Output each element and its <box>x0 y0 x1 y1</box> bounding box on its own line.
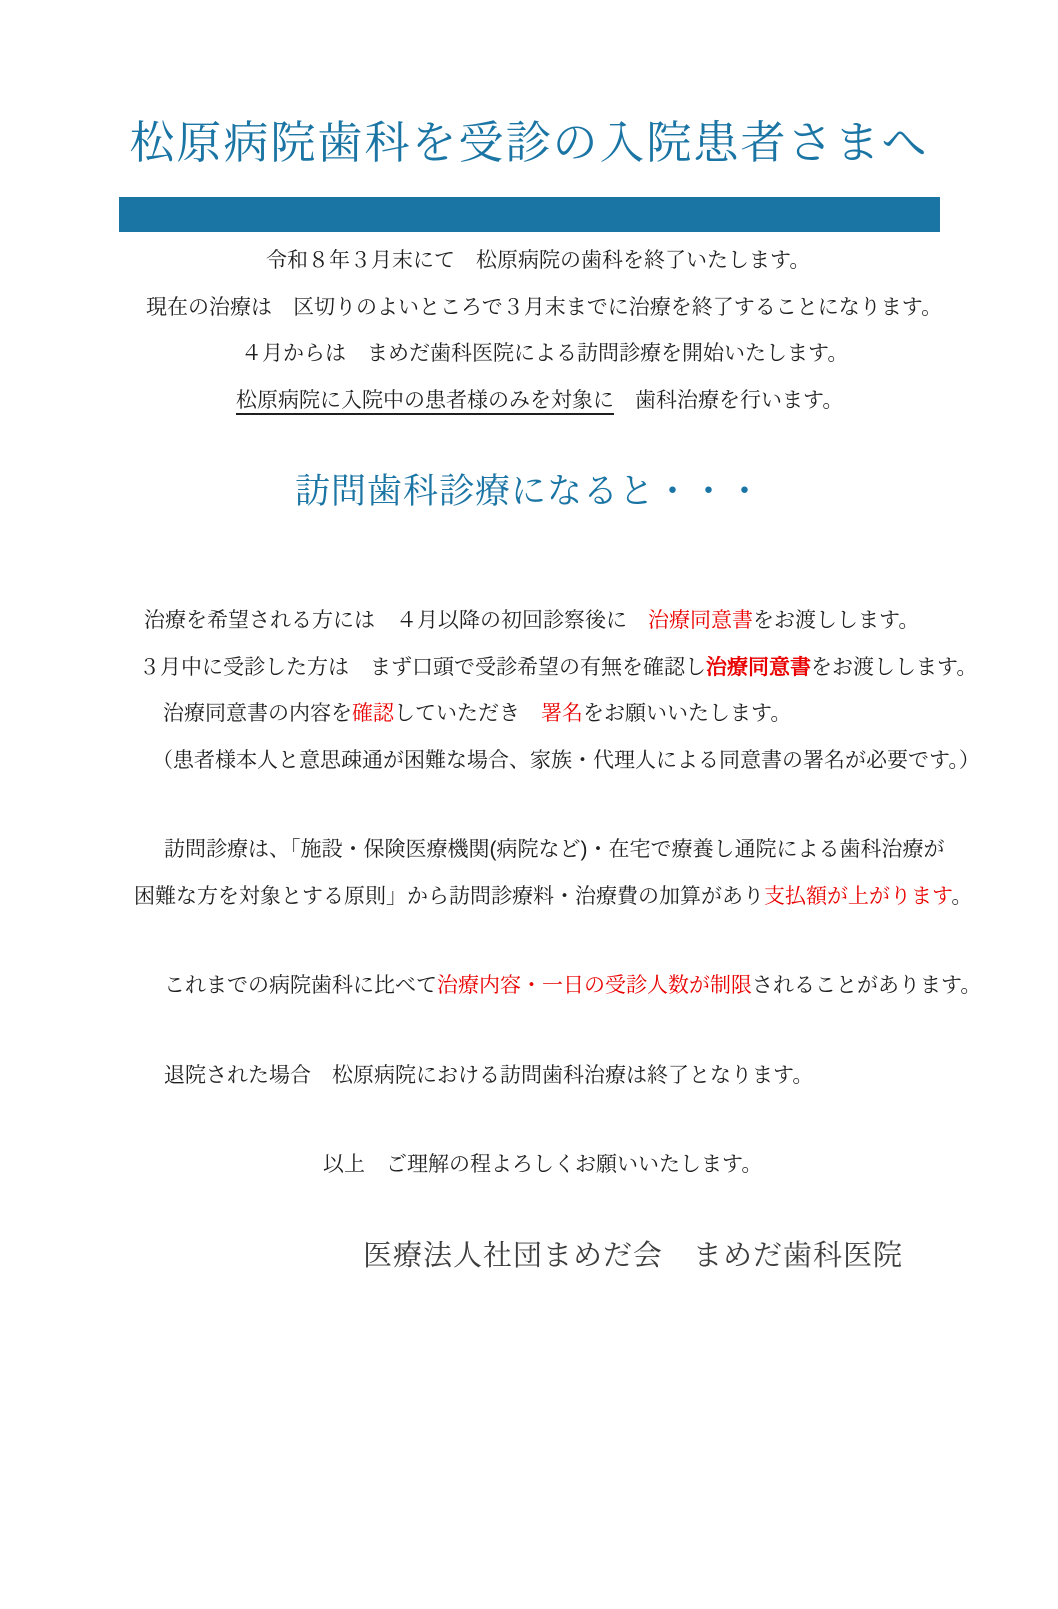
fees-section <box>0 827 1058 920</box>
plain-text: していただき <box>394 702 541 725</box>
text-line <box>144 598 1058 645</box>
signature: 医療法人社団まめだ会 まめだ歯科医院 <box>363 1239 904 1272</box>
highlight-text: 確認 <box>352 702 394 725</box>
text-line <box>163 691 1058 738</box>
text-line <box>139 645 1058 692</box>
plain-text: をお渡しします。 <box>753 609 920 632</box>
title-accent-bar <box>119 197 940 232</box>
highlight-text: 署名 <box>541 702 583 725</box>
plain-text: 訪問診療は、「施設・保険医療機関(病院など)・在宅で療養し通院による歯科治療が <box>164 838 945 861</box>
plain-text: をお渡しします。 <box>811 655 978 679</box>
plain-text: 以上 ご理解の程よろしくお願いいたします。 <box>323 1153 763 1176</box>
plain-text: これまでの病院歯科に比べて <box>164 974 437 997</box>
text-line <box>266 238 1058 285</box>
plain-text: 退院された場合 松原病院における訪問歯科治療は終了となります。 <box>164 1063 814 1087</box>
text-line <box>236 378 1058 425</box>
plain-text: 困難な方を対象とする原則」から訪問診療料・治療費の加算があり <box>134 884 764 908</box>
text-line <box>164 1053 1058 1100</box>
plain-text: 現在の治療は 区切りのよいところで３月末までに治療を終了することになります。 <box>146 295 943 319</box>
discharge-section <box>0 1053 1058 1100</box>
notice-page <box>0 112 1058 1609</box>
plain-text: をお願いいたします。 <box>583 702 792 725</box>
plain-text: 。 <box>951 884 973 908</box>
text-line <box>164 827 1058 874</box>
text-line <box>323 1142 1058 1189</box>
section-heading: 訪問歯科診療になると・・・ <box>294 472 763 511</box>
plain-text: 治療を希望される方には ４月以降の初回診察後に <box>144 609 648 632</box>
limits-section <box>0 963 1058 1010</box>
highlight-text: 松原病院に入院中の患者様のみを対象に <box>236 388 614 412</box>
plain-text: ４月からは まめだ歯科医院による訪問診療を開始いたします。 <box>241 342 849 365</box>
consent-section <box>0 598 1058 784</box>
highlight-text: 治療同意書 <box>706 655 811 679</box>
plain-text: （患者様本人と意思疎通が困難な場合、家族・代理人による同意書の署名が必要です。） <box>152 748 980 772</box>
plain-text: 歯科治療を行います。 <box>614 388 844 412</box>
highlight-text: 治療内容・一日の受診人数が制限 <box>437 974 752 997</box>
text-line <box>146 285 1058 332</box>
text-line <box>152 738 1058 785</box>
announcement-section <box>0 238 1058 424</box>
plain-text: 令和８年３月末にて 松原病院の歯科を終了いたします。 <box>266 249 811 272</box>
closing-section <box>0 1142 1058 1189</box>
text-line <box>134 874 1058 921</box>
page-title: 松原病院歯科を受診の入院患者さまへ <box>129 117 929 168</box>
plain-text: 治療同意書の内容を <box>163 702 352 725</box>
highlight-text: 支払額が上がります <box>764 884 952 908</box>
highlight-text: 治療同意書 <box>648 609 753 632</box>
text-line <box>164 963 1058 1010</box>
text-line <box>241 331 1058 378</box>
plain-text: されることがあります。 <box>752 974 982 997</box>
plain-text: ３月中に受診した方は まず口頭で受診希望の有無を確認し <box>139 655 706 679</box>
